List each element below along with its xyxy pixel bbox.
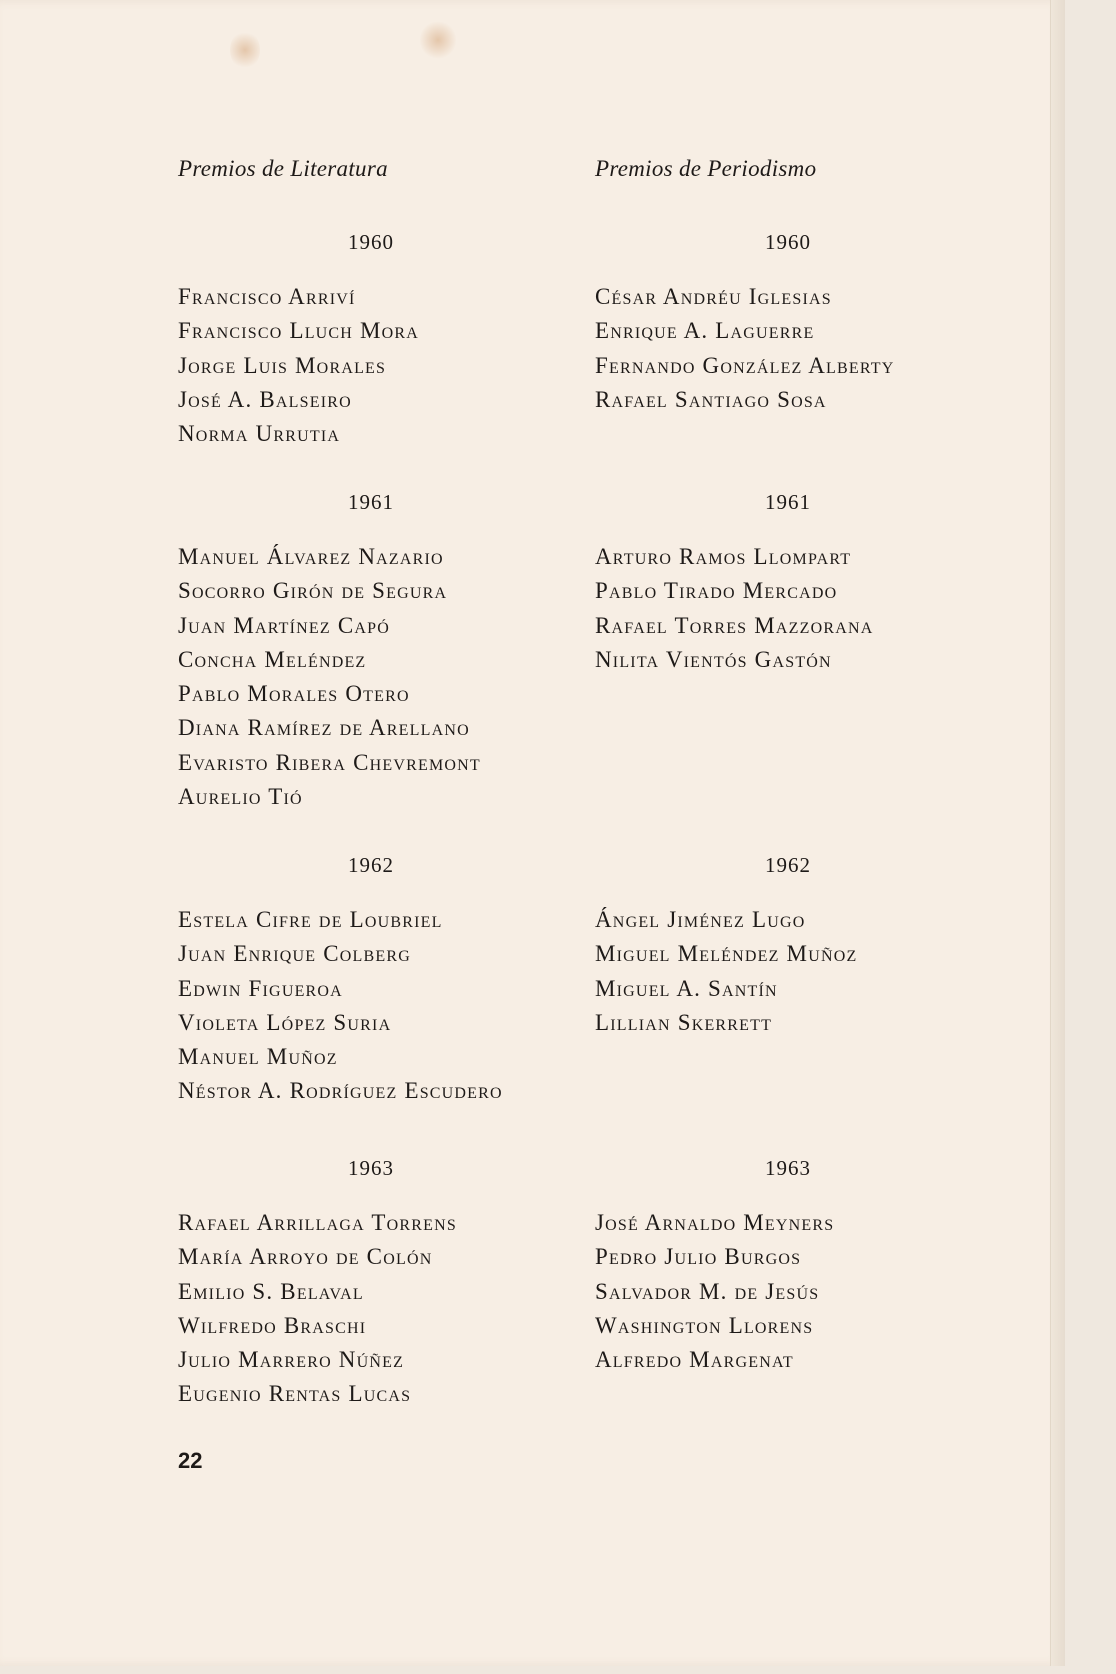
- name-entry: Salvador M. de Jesús: [595, 1278, 820, 1304]
- name-list: [178, 280, 598, 451]
- name-entry: Manuel Muñoz: [178, 1044, 338, 1070]
- periodismo-1961-section: [595, 490, 1015, 677]
- literatura-1963-section: [178, 1156, 598, 1412]
- header-literatura: Premios de Literatura: [178, 156, 388, 181]
- name-entry: Ángel Jiménez Lugo: [595, 907, 806, 932]
- name-entry: Evaristo Ribera Chevremont: [178, 749, 481, 775]
- name-entry: Pablo Tirado Mercado: [595, 578, 838, 604]
- name-entry: Juan Martínez Capó: [178, 612, 390, 638]
- year-label: 1960: [765, 230, 811, 254]
- year-label: 1963: [348, 1156, 394, 1180]
- year-label: 1961: [765, 490, 811, 514]
- name-entry: Arturo Ramos Llompart: [595, 544, 852, 569]
- periodismo-1960-section: [595, 230, 1015, 417]
- name-entry: Estela Cifre de Loubriel: [178, 907, 443, 932]
- name-list: [595, 280, 1015, 417]
- name-entry: Miguel A. Santín: [595, 975, 778, 1001]
- name-list: [178, 1206, 598, 1412]
- name-entry: Socorro Girón de Segura: [178, 578, 448, 604]
- year-label: 1960: [348, 230, 394, 254]
- name-entry: Wilfredo Braschi: [178, 1312, 367, 1338]
- name-entry: Julio Marrero Núñez: [178, 1347, 405, 1373]
- name-entry: Edwin Figueroa: [178, 975, 343, 1001]
- name-entry: Concha Meléndez: [178, 646, 367, 672]
- name-entry: Néstor A. Rodríguez Escudero: [178, 1078, 503, 1104]
- name-entry: Rafael Santiago Sosa: [595, 386, 827, 412]
- name-list: [595, 903, 1015, 1040]
- name-entry: Diana Ramírez de Arellano: [178, 715, 470, 741]
- name-entry: María Arroyo de Colón: [178, 1244, 433, 1270]
- name-entry: Norma Urrutia: [178, 421, 341, 447]
- name-entry: Washington Llorens: [595, 1312, 814, 1338]
- name-entry: Lillian Skerrett: [595, 1009, 773, 1035]
- name-list: [178, 903, 598, 1109]
- name-entry: Jorge Luis Morales: [178, 352, 387, 378]
- year-label: 1963: [765, 1156, 811, 1180]
- year-label: 1962: [348, 853, 394, 877]
- name-entry: Rafael Arrillaga Torrens: [178, 1210, 457, 1235]
- name-entry: Francisco Arriví: [178, 284, 356, 309]
- name-entry: Enrique A. Laguerre: [595, 318, 815, 344]
- literatura-1962-section: [178, 853, 598, 1109]
- name-entry: César Andréu Iglesias: [595, 284, 832, 309]
- name-entry: Pedro Julio Burgos: [595, 1244, 802, 1270]
- name-entry: Juan Enrique Colberg: [178, 941, 411, 967]
- name-entry: Pablo Morales Otero: [178, 681, 410, 707]
- year-label: 1962: [765, 853, 811, 877]
- name-entry: Eugenio Rentas Lucas: [178, 1381, 412, 1407]
- header-periodismo: Premios de Periodismo: [595, 156, 817, 181]
- name-entry: Fernando González Alberty: [595, 352, 895, 378]
- literatura-1960-section: [178, 230, 598, 451]
- name-entry: Emilio S. Belaval: [178, 1278, 364, 1304]
- name-entry: Nilita Vientós Gastón: [595, 646, 832, 672]
- name-entry: Aurelio Tió: [178, 784, 303, 810]
- name-entry: Francisco Lluch Mora: [178, 318, 420, 344]
- name-entry: José A. Balseiro: [178, 386, 352, 412]
- name-list: [178, 540, 598, 814]
- name-entry: Manuel Álvarez Nazario: [178, 544, 444, 569]
- periodismo-1963-section: [595, 1156, 1015, 1377]
- name-entry: Miguel Meléndez Muñoz: [595, 941, 858, 967]
- name-entry: Violeta López Suria: [178, 1009, 392, 1035]
- page-number: 22: [178, 1448, 203, 1473]
- year-label: 1961: [348, 490, 394, 514]
- name-entry: Rafael Torres Mazzorana: [595, 612, 874, 638]
- name-list: [595, 1206, 1015, 1377]
- literatura-1961-section: [178, 490, 598, 814]
- name-list: [595, 540, 1015, 677]
- page-edge: [1050, 0, 1065, 1666]
- name-entry: Alfredo Margenat: [595, 1347, 794, 1373]
- periodismo-1962-section: [595, 853, 1015, 1040]
- name-entry: José Arnaldo Meyners: [595, 1210, 835, 1235]
